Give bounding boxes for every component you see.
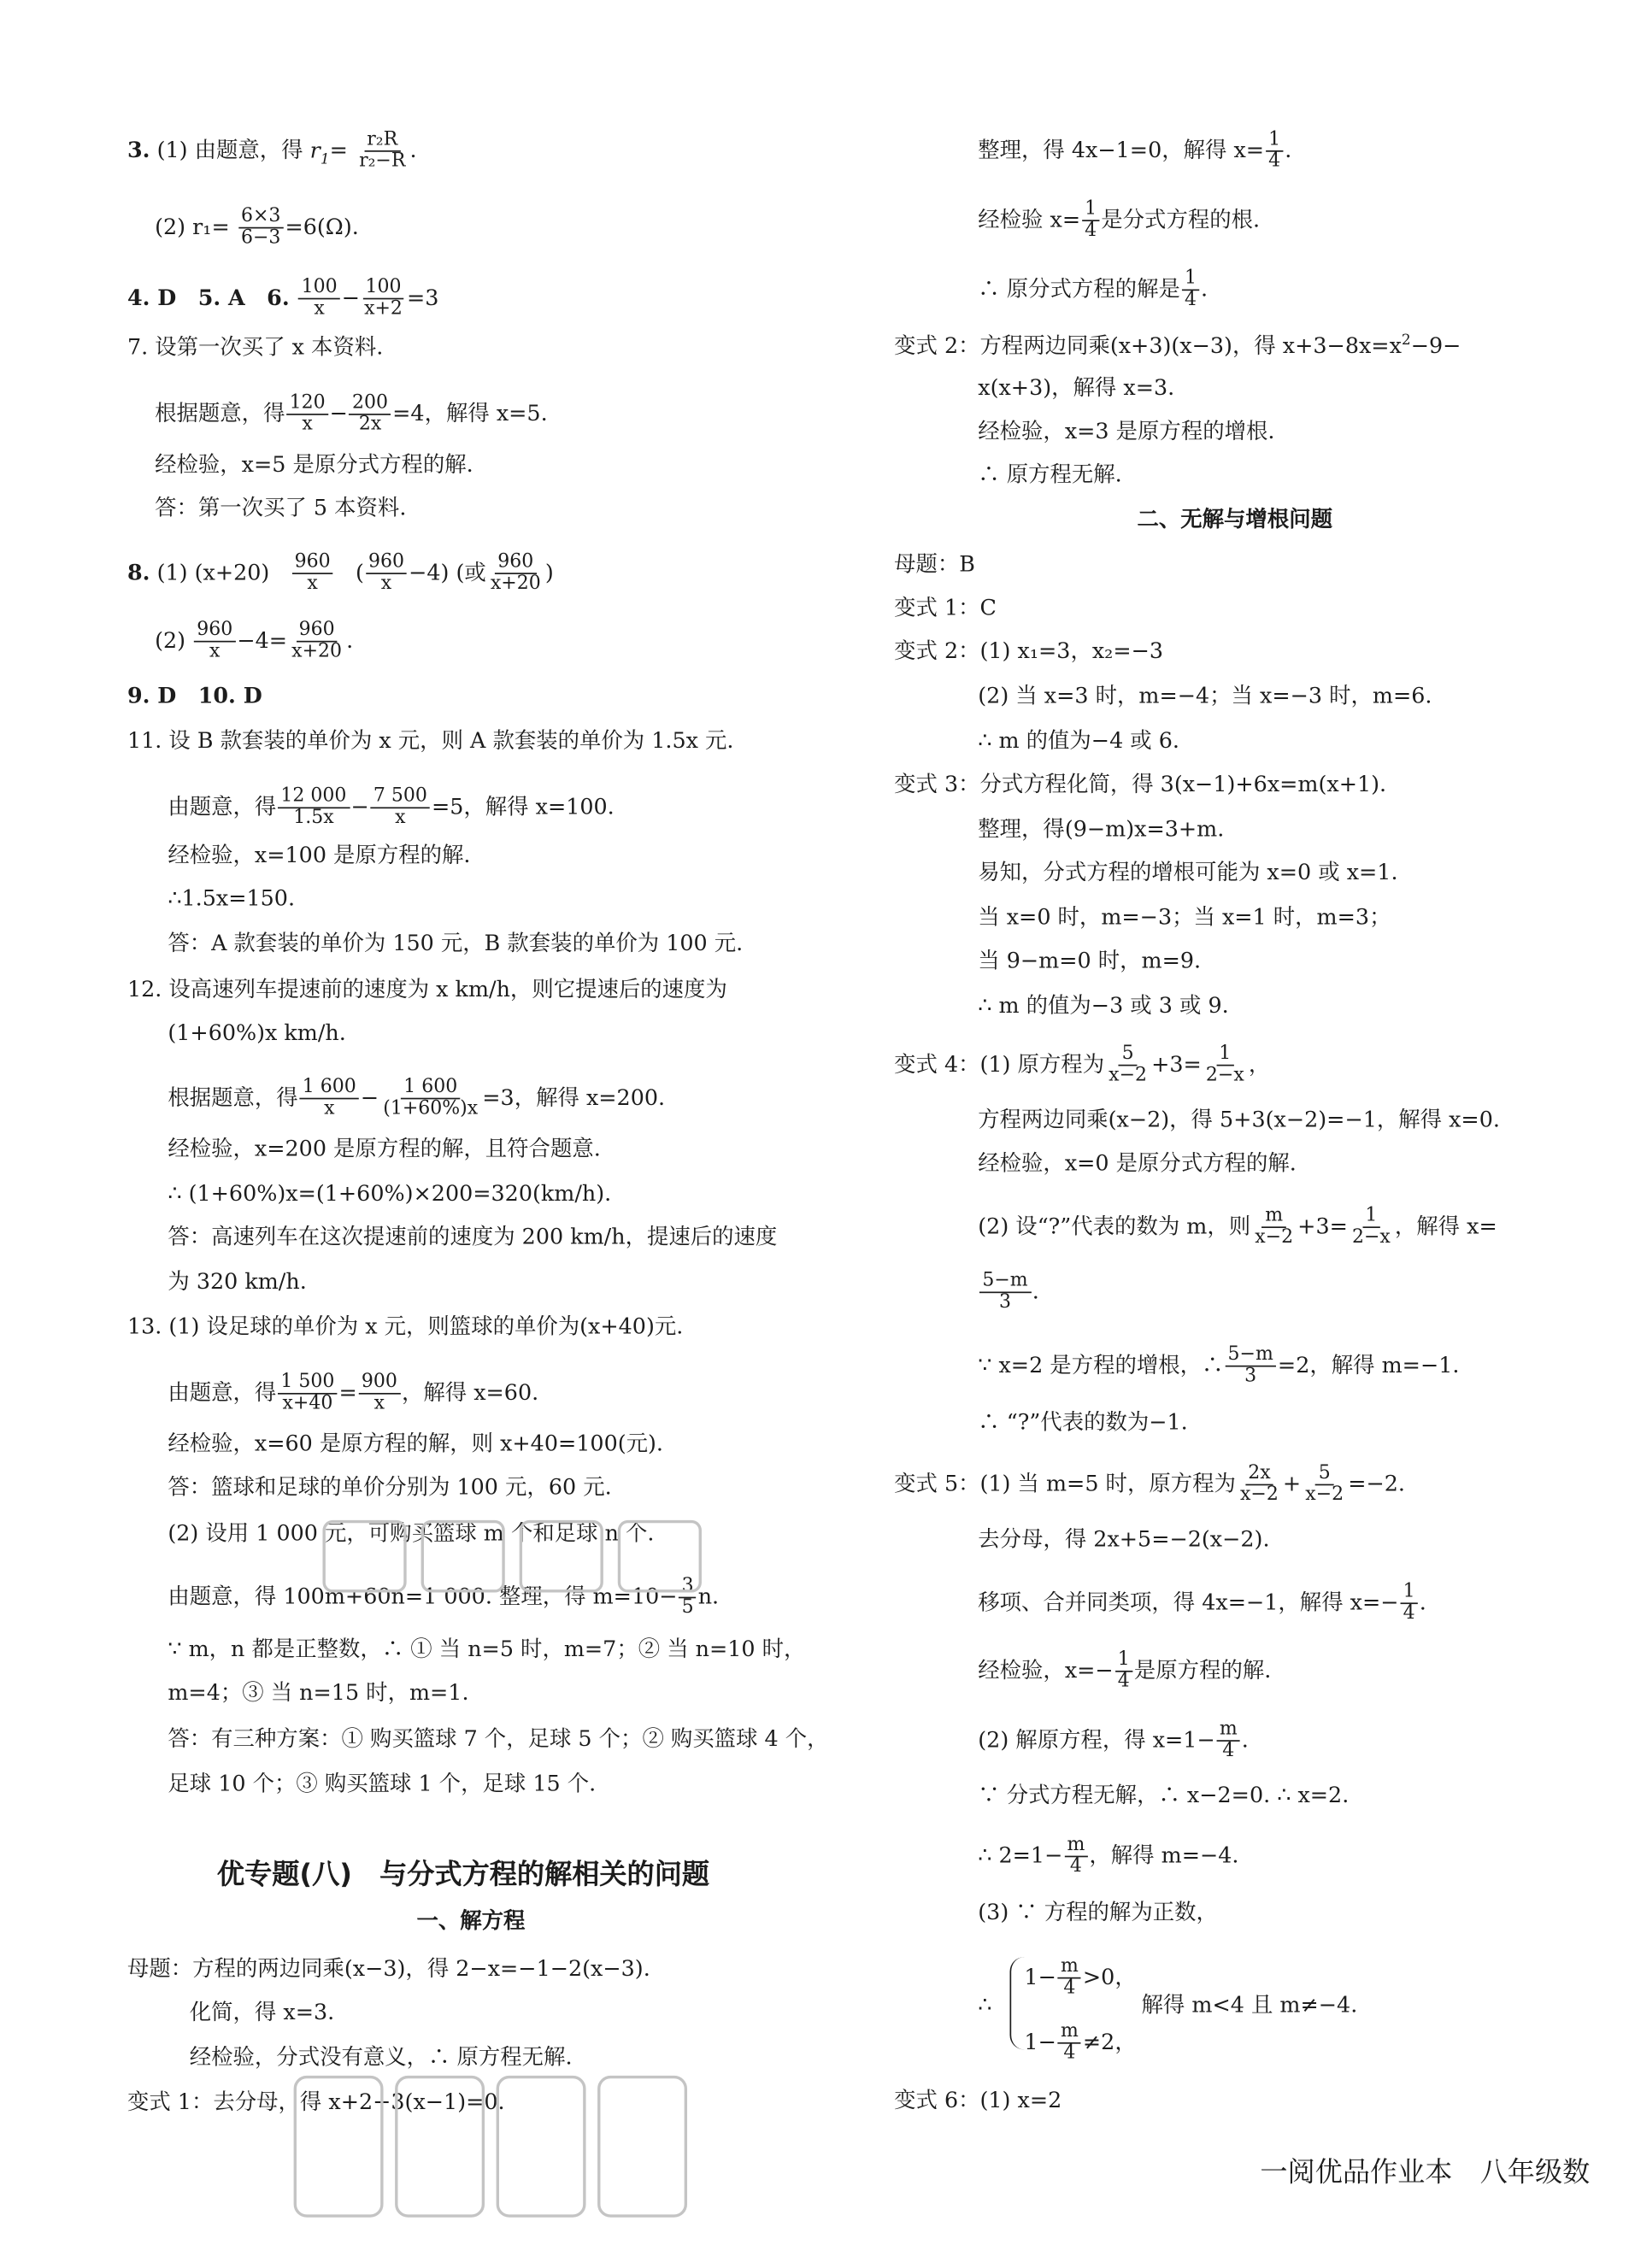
section-title: 优专题(八) 与分式方程的解相关的问题 — [216, 1858, 710, 1891]
q8-part2 — [155, 620, 353, 663]
watermark-outline — [318, 1513, 709, 1600]
text: ) — [544, 559, 554, 586]
text: . — [1201, 275, 1209, 303]
numerator: 1 — [1082, 200, 1100, 222]
text: n. — [697, 1583, 720, 1610]
text: >0， — [1082, 1964, 1137, 1990]
text: =4，解得 x=5. — [392, 400, 548, 426]
text: 由题意，得 — [168, 1379, 277, 1406]
denominator: x — [314, 298, 325, 320]
text: . — [409, 137, 417, 163]
variant5-line5 — [978, 1720, 1249, 1763]
variant6: 变式 6：(1) x=2 — [894, 2087, 1062, 2113]
variant2b-line2: (2) 当 x=3 时，m=−4；当 x=−3 时，m=6. — [978, 682, 1432, 709]
fraction — [1350, 1204, 1394, 1249]
text: − — [341, 285, 361, 311]
denominator: 6−3 — [240, 227, 281, 250]
footer-book-title: 一阅优品作业本 八年级数 — [1260, 2156, 1591, 2189]
text: ，解得 x= — [1394, 1213, 1497, 1240]
system-result: 解得 m<4 且 m≠−4. — [1141, 1991, 1358, 2018]
numerator: 960 — [291, 553, 333, 575]
variant5-line4 — [978, 1650, 1271, 1693]
variant2a-line2: x(x+3)，解得 x=3. — [978, 374, 1175, 401]
denominator: 4 — [1403, 1602, 1415, 1625]
numerator: 7 500 — [370, 787, 430, 809]
fraction — [487, 550, 544, 596]
text: 4. D 5. A 6. — [126, 285, 290, 311]
text: −9− — [1410, 332, 1461, 359]
text: . — [1285, 137, 1292, 163]
variant3-line2: 整理，得(9−m)x=3+m. — [978, 815, 1225, 843]
q11-line5: 答：A 款套装的单价为 150 元，B 款套装的单价为 100 元. — [168, 930, 744, 956]
denominator: x — [373, 1393, 385, 1415]
variant4-line6 — [978, 1345, 1459, 1388]
text: (1) 由题意，得 — [156, 137, 303, 163]
text: =−2. — [1348, 1471, 1406, 1497]
text: 2 — [1401, 332, 1411, 349]
text: 移项、合并同类项，得 4x=−1，解得 x=− — [978, 1589, 1399, 1616]
q13-line2 — [168, 1372, 538, 1415]
text: (2) 解原方程，得 x=1− — [978, 1726, 1215, 1754]
text: = — [329, 137, 348, 163]
question-number: 3. — [126, 137, 150, 163]
q7-line4: 答：第一次买了 5 本资料. — [155, 494, 407, 521]
text: 根据题意，得 — [168, 1084, 298, 1111]
variant5-line2: 去分母，得 2x+5=−2(x−2). — [978, 1525, 1270, 1553]
q12-line7: 为 320 km/h. — [168, 1268, 307, 1295]
text: 1− — [1024, 2029, 1056, 2055]
numerator: m — [1216, 1720, 1240, 1742]
variant3-line6: ∴ m 的值为−3 或 3 或 9. — [978, 992, 1229, 1019]
text: =5，解得 x=100. — [431, 793, 615, 820]
variant2a-line4: ∴ 原方程无解. — [978, 461, 1122, 488]
fraction — [1058, 2022, 1082, 2065]
r-line2 — [978, 197, 1261, 243]
fraction — [1216, 1720, 1240, 1763]
q13-line1: 13. (1) 设足球的单价为 x 元，则篮球的单价为(x+40)元. — [126, 1313, 684, 1340]
denominator: 3 — [1244, 1366, 1257, 1388]
numerator: 3 — [679, 1577, 697, 1599]
text: 整理，得 4x−1=0，解得 x= — [978, 137, 1265, 163]
denominator: x+20 — [291, 641, 343, 663]
q4-6 — [127, 278, 439, 320]
q12-line5: ∴ (1+60%)x=(1+60%)×200=320(km/h). — [168, 1180, 612, 1207]
variant5-therefore: ∴ — [978, 1991, 992, 2018]
denominator: 1.5x — [293, 807, 334, 830]
numerator: 960 — [366, 553, 408, 575]
variant2b-line1: 变式 2：(1) x₁=3，x₂=−3 — [894, 638, 1164, 664]
q12-line3 — [168, 1078, 665, 1120]
denominator: x — [380, 573, 392, 596]
fraction — [278, 1372, 338, 1415]
q7-line2 — [155, 393, 548, 436]
fraction — [298, 278, 340, 320]
fraction — [278, 787, 350, 830]
denominator: x+20 — [490, 573, 541, 596]
numerator: m — [1262, 1207, 1286, 1229]
numerator: 200 — [350, 393, 391, 415]
variant4-line5 — [978, 1272, 1039, 1314]
text: =6(Ω). — [285, 214, 359, 240]
watermark-large — [290, 2068, 695, 2227]
text: ∴ 原分式方程的解是 — [978, 275, 1180, 303]
numerator: 2x — [1245, 1464, 1273, 1486]
q3-part1 — [127, 130, 417, 173]
q11-line4: ∴1.5x=150. — [168, 884, 296, 912]
numerator: 1 — [1216, 1044, 1234, 1066]
denominator: (1+60%)x — [383, 1098, 479, 1120]
text: 经检验，x=− — [978, 1657, 1114, 1683]
text: ， — [1248, 1051, 1271, 1078]
q7-line3: 经检验，x=5 是原分式方程的解. — [155, 451, 473, 478]
r-line1 — [978, 130, 1291, 173]
variant4-line7: ∴ “?”代表的数为−1. — [978, 1408, 1188, 1436]
text: ( — [355, 559, 364, 586]
text: 变式 5：(1) 当 m=5 时，原方程为 — [894, 1471, 1236, 1497]
text: r — [309, 137, 321, 163]
q11-line1: 11. 设 B 款套装的单价为 x 元，则 A 款套装的单价为 1.5x 元. — [126, 727, 734, 754]
denominator: x — [324, 1098, 335, 1120]
numerator: 100 — [298, 278, 340, 300]
denominator: x — [395, 807, 406, 830]
denominator: x — [302, 414, 313, 436]
q12-line6: 答：高速列车在这次提速前的速度为 200 km/h，提速后的速度 — [168, 1223, 778, 1250]
section-subtitle-solve: 一、解方程 — [416, 1907, 526, 1935]
fraction — [1238, 1464, 1282, 1507]
variant4-line3: 经检验，x=0 是原分式方程的解. — [978, 1149, 1297, 1177]
fraction — [1106, 1044, 1150, 1087]
text: (2) r₁= — [155, 214, 230, 240]
fraction — [291, 550, 333, 596]
fraction — [1400, 1583, 1418, 1625]
q12-line1: 12. 设高速列车提速前的速度为 x km/h，则它提速后的速度为 — [126, 976, 727, 1002]
numerator: m — [1064, 1836, 1088, 1858]
denominator: x−2 — [1255, 1226, 1294, 1249]
numerator: 960 — [194, 620, 236, 643]
question-number: 8. — [126, 559, 150, 586]
numerator: 960 — [296, 620, 338, 643]
inequality-2 — [1024, 2022, 1136, 2065]
text: = — [338, 1379, 357, 1406]
numerator: 5−m — [979, 1272, 1031, 1294]
fraction — [1225, 1345, 1276, 1388]
denominator: x−2 — [1109, 1065, 1148, 1087]
mother-problem-line2: 化简，得 x=3. — [189, 1999, 335, 2025]
denominator: 4 — [1184, 290, 1197, 312]
numerator: 1 — [1114, 1650, 1132, 1672]
fraction — [370, 787, 430, 830]
fraction — [289, 620, 345, 663]
numerator: 1 — [1362, 1207, 1380, 1229]
system-brace — [1010, 1957, 1026, 2049]
watermark — [318, 1513, 709, 1600]
fraction — [1266, 130, 1284, 173]
variant2b-line3: ∴ m 的值为−4 或 6. — [978, 727, 1180, 754]
text: ，解得 x=60. — [401, 1379, 539, 1406]
text: 根据题意，得 — [155, 400, 285, 426]
numerator: 6×3 — [238, 207, 284, 229]
text: 是分式方程的根. — [1101, 206, 1261, 233]
q12-line2: (1+60%)x km/h. — [168, 1019, 346, 1046]
q13-line8: m=4；③ 当 n=15 时，m=1. — [168, 1679, 469, 1706]
text: (1) (x+20) — [156, 559, 270, 586]
text: 是原方程的解. — [1133, 1657, 1272, 1683]
text: −4) (或 — [409, 559, 486, 586]
q8-part1 — [126, 550, 554, 596]
fraction — [1303, 1464, 1347, 1507]
variant3-line3: 易知，分式方程的增根可能为 x=0 或 x=1. — [978, 859, 1398, 885]
numerator: 5 — [1119, 1044, 1137, 1066]
variant3-line1: 变式 3：分式方程化简，得 3(x−1)+6x=m(x+1). — [894, 771, 1387, 797]
q13-line4: 答：篮球和足球的单价分别为 100 元，60 元. — [168, 1473, 612, 1501]
q13-line3: 经检验，x=60 是原方程的解，则 x+40=100(元). — [168, 1430, 664, 1457]
fraction — [356, 130, 409, 173]
text: . — [346, 627, 354, 654]
q11-line2 — [168, 787, 614, 830]
numerator: 1 600 — [299, 1078, 359, 1100]
fraction — [1252, 1204, 1297, 1249]
text: =2，解得 m=−1. — [1277, 1352, 1460, 1378]
fraction — [1114, 1650, 1132, 1693]
denominator: x−2 — [1239, 1484, 1279, 1507]
variant4-line1 — [894, 1044, 1270, 1087]
text: 变式 4：(1) 原方程为 — [894, 1051, 1105, 1078]
text: + — [1282, 1471, 1302, 1497]
numerator: 1 500 — [278, 1372, 338, 1395]
denominator: 4 — [1069, 1856, 1082, 1878]
q7-line1: 7. 设第一次买了 x 本资料. — [126, 333, 384, 361]
text: =3，解得 x=200. — [482, 1084, 666, 1111]
variant1-line1: 变式 1：去分母，得 x+2+3(x−1)=0. — [126, 2089, 505, 2115]
text: . — [1032, 1278, 1039, 1305]
denominator: 4 — [1268, 150, 1281, 173]
fraction — [238, 207, 284, 250]
text: ∴ 2=1− — [978, 1842, 1063, 1869]
fraction — [1064, 1836, 1088, 1878]
numerator: 5 — [1315, 1464, 1333, 1486]
text: − — [329, 400, 348, 426]
mother-problem-2: 母题：B — [894, 550, 975, 578]
numerator: 1 — [1266, 130, 1284, 152]
q13-line5: (2) 设用 1 000 元，可购买篮球 m 个和足球 n 个. — [168, 1519, 655, 1547]
variant5-line6: ∵ 分式方程无解，∴ x−2=0. ∴ x=2. — [978, 1782, 1350, 1808]
text: +3= — [1151, 1051, 1202, 1078]
denominator: 2−x — [1351, 1226, 1391, 1249]
numerator: m — [1058, 2022, 1082, 2044]
text: 变式 2：方程两边同乘(x+3)(x−3)，得 x+3−8x=x — [894, 332, 1402, 359]
numerator: 100 — [362, 278, 404, 300]
numerator: 960 — [495, 553, 537, 575]
fraction — [380, 1078, 481, 1120]
q11-line3: 经检验，x=100 是原方程的解. — [168, 842, 471, 868]
text: +3= — [1297, 1213, 1348, 1240]
variant2a-line3: 经检验，x=3 是原方程的增根. — [978, 418, 1275, 444]
text: 由题意，得 100m+60n=1 000. 整理，得 m=10− — [168, 1583, 678, 1610]
fraction — [299, 1078, 359, 1120]
text: . — [1241, 1726, 1249, 1754]
numerator: 120 — [286, 393, 328, 415]
denominator: x+40 — [282, 1393, 333, 1415]
text: (2) 设“?”代表的数为 m，则 — [978, 1213, 1251, 1240]
variant3-line4: 当 x=0 时，m=−3；当 x=1 时，m=3； — [978, 903, 1391, 931]
text: ∵ x=2 是方程的增根，∴ — [978, 1352, 1224, 1378]
watermark-outline — [290, 2068, 695, 2227]
denominator: 4 — [1085, 220, 1097, 243]
q13-line7: ∵ m，n 都是正整数，∴ ① 当 n=5 时，m=7；② 当 n=10 时， — [168, 1636, 806, 1662]
numerator: m — [1058, 1957, 1082, 1979]
fraction — [1082, 197, 1100, 243]
variant5-line7 — [978, 1836, 1238, 1878]
denominator: 2x — [358, 414, 382, 436]
r-line3 — [978, 269, 1208, 312]
numerator: r₂R — [364, 130, 401, 152]
numerator: 5−m — [1225, 1345, 1276, 1367]
q12-line4: 经检验，x=200 是原方程的解，且符合题意. — [168, 1135, 601, 1162]
denominator: 4 — [1063, 2042, 1076, 2065]
numerator: 900 — [358, 1372, 400, 1395]
numerator: 1 — [1182, 269, 1200, 291]
q9-10: 9. D 10. D — [126, 682, 262, 709]
text: 1− — [1024, 1964, 1056, 1990]
denominator: x+2 — [364, 298, 403, 320]
section-subtitle-no-solution: 二、无解与增根问题 — [1137, 506, 1333, 532]
text: (2) — [155, 627, 186, 654]
denominator: x — [209, 641, 221, 663]
denominator: x — [307, 573, 318, 596]
denominator: 4 — [1222, 1740, 1235, 1763]
variant5-line1 — [894, 1464, 1405, 1507]
text: ，解得 m=−4. — [1089, 1842, 1239, 1869]
denominator: 4 — [1063, 1977, 1076, 2000]
denominator: 5 — [681, 1597, 694, 1619]
numerator: 1 — [1400, 1583, 1418, 1605]
fraction — [362, 278, 406, 320]
variant5-line3 — [978, 1583, 1426, 1625]
text: . — [1419, 1589, 1426, 1616]
denominator: r₂−R — [359, 150, 406, 173]
mother-problem-line1: 母题：方程的两边同乘(x−3)，得 2−x=−1−2(x−3). — [126, 1955, 650, 1982]
denominator: 2−x — [1205, 1065, 1244, 1087]
text: 1 — [320, 151, 330, 167]
text: −4= — [237, 627, 288, 654]
variant3-line5: 当 9−m=0 时，m=9. — [978, 947, 1202, 974]
fraction — [350, 393, 391, 436]
text: =3 — [407, 285, 439, 311]
variant5-line8: (3) ∵ 方程的解为正数， — [978, 1899, 1218, 1925]
q3-part2 — [155, 207, 359, 250]
fraction — [358, 1372, 400, 1415]
text: 由题意，得 — [168, 793, 277, 820]
fraction — [1058, 1957, 1082, 2000]
q13-line9: 答：有三种方案：① 购买篮球 7 个，足球 5 个；② 购买篮球 4 个， — [168, 1725, 829, 1752]
denominator: 4 — [1117, 1671, 1130, 1693]
fraction — [1182, 269, 1200, 312]
variant1b: 变式 1：C — [894, 594, 997, 621]
text: ≠2， — [1082, 2029, 1137, 2055]
fraction — [194, 620, 236, 663]
text: − — [360, 1084, 379, 1111]
fraction — [979, 1272, 1031, 1314]
text: − — [350, 793, 369, 820]
text: 经检验 x= — [978, 206, 1081, 233]
mother-problem-line3: 经检验，分式没有意义，∴ 原方程无解. — [189, 2043, 573, 2071]
variant4-line4 — [978, 1204, 1497, 1249]
numerator: 1 600 — [401, 1078, 461, 1100]
fraction — [1203, 1044, 1248, 1087]
variant2a-line1 — [894, 334, 1461, 357]
denominator: x−2 — [1305, 1484, 1344, 1507]
numerator: 12 000 — [278, 787, 350, 809]
denominator: 3 — [998, 1291, 1012, 1314]
fraction — [366, 550, 408, 596]
fraction — [286, 393, 328, 436]
inequality-1 — [1024, 1957, 1136, 2000]
variant4-line2: 方程两边同乘(x−2)，得 5+3(x−2)=−1，解得 x=0. — [978, 1106, 1500, 1133]
q13-line10: 足球 10 个；③ 购买篮球 1 个，足球 15 个. — [168, 1770, 597, 1797]
